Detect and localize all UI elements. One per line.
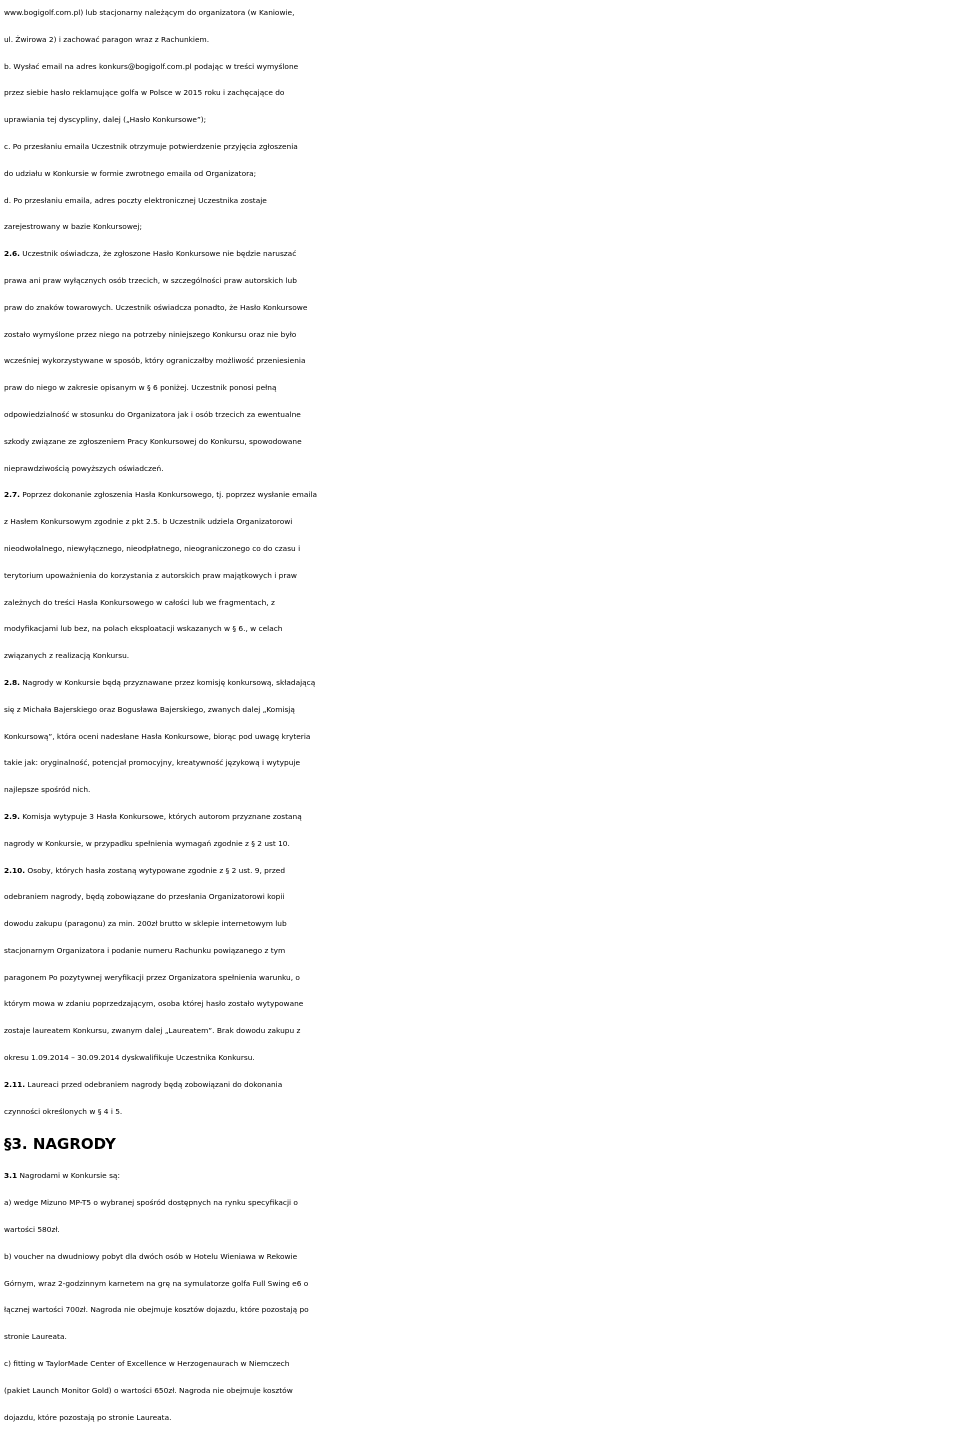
- text-line: się z Michała Bajerskiego oraz Bogusława Bajerskiego, zwanych dalej „Komisją: [4, 704, 295, 714]
- text-line: 2.11. Laureaci przed odebraniem nagrody będą zobowiązani do dokonania: [4, 1079, 283, 1089]
- text-line: do udziału w Konkursie w formie zwrotnego emaila od Organizatora;: [4, 168, 257, 178]
- text-line: z Hasłem Konkursowym zgodnie z pkt 2.5. b Uczestnik udziela Organizatorowi: [4, 517, 293, 527]
- text-line: prawa ani praw wyłącznych osób trzecich, w szczególności praw autorskich lub: [4, 275, 297, 285]
- text-line: paragonem Po pozytywnej weryfikacji przez Organizatora spełnienia warunku, o: [4, 972, 300, 982]
- section-heading: §3. NAGRODY: [4, 1135, 116, 1154]
- text-line: zostało wymyślone przez niego na potrzeby niniejszego Konkursu oraz nie było: [4, 329, 297, 339]
- text-line: terytorium upoważnienia do korzystania z autorskich praw majątkowych i praw: [4, 570, 297, 580]
- text-line: czynności określonych w § 4 i 5.: [4, 1106, 123, 1116]
- text-line: związanych z realizacją Konkursu.: [4, 651, 130, 661]
- text-line: Górnym, wraz 2-godzinnym karnetem na grę na symulatorze golfa Full Swing e6 o: [4, 1278, 309, 1288]
- text-line: uprawiania tej dyscypliny, dalej („Hasło Konkursowe”);: [4, 115, 207, 125]
- document-body: [4, 0, 956, 1125]
- text-line: dowodu zakupu (paragonu) za min. 200zł brutto w sklepie internetowym lub: [4, 919, 287, 929]
- text-line: 2.6. Uczestnik oświadcza, że zgłoszone Hasło Konkursowe nie będzie naruszać: [4, 249, 297, 259]
- section-number: 2.9.: [4, 811, 20, 821]
- text-line: szkody związane ze zgłoszeniem Pracy Konkursowej do Konkursu, spowodowane: [4, 436, 302, 446]
- text-line: zależnych do treści Hasła Konkursowego w całości lub we fragmentach, z: [4, 597, 275, 607]
- text-line: 2.9. Komisja wytypuje 3 Hasła Konkursowe, których autorom przyznane zostaną: [4, 811, 302, 821]
- text-line: zarejestrowany w bazie Konkursowej;: [4, 222, 142, 232]
- text-line: najlepsze spośród nich.: [4, 785, 91, 795]
- text-line: 2.8. Nagrody w Konkursie będą przyznawane przez komisję konkursową, składającą: [4, 677, 316, 687]
- text-line: ul. Żwirowa 2) i zachować paragon wraz z Rachunkiem.: [4, 34, 210, 44]
- text-line: praw do niego w zakresie opisanym w § 6 poniżej. Uczestnik ponosi pełną: [4, 383, 277, 393]
- document-body-after-heading: [4, 1163, 956, 1431]
- section-number: 2.7.: [4, 490, 20, 500]
- text-line: dojazdu, które pozostają po stronie Laureata.: [4, 1412, 172, 1422]
- text-line: wartości 580zł.: [4, 1225, 60, 1235]
- text-line: Konkursową”, która oceni nadesłane Hasła Konkursowe, biorąc pod uwagę kryteria: [4, 731, 311, 741]
- section-number: 2.11.: [4, 1079, 26, 1089]
- text-line: praw do znaków towarowych. Uczestnik oświadcza ponadto, że Hasło Konkursowe: [4, 302, 308, 312]
- text-line: wcześniej wykorzystywane w sposób, który ograniczałby możliwość przeniesienia: [4, 356, 306, 366]
- section-number: 2.8.: [4, 677, 20, 687]
- text-line: d. Po przesłaniu emaila, adres poczty elektronicznej Uczestnika zostaje: [4, 195, 267, 205]
- text-line: b) voucher na dwudniowy pobyt dla dwóch osób w Hotelu Wieniawa w Rekowie: [4, 1251, 298, 1261]
- text-line: takie jak: oryginalność, potencjał promocyjny, kreatywność językową i wytypuje: [4, 758, 301, 768]
- section-number: 2.10.: [4, 865, 26, 875]
- text-line: przez siebie hasło reklamujące golfa w Polsce w 2015 roku i zachęcające do: [4, 88, 285, 98]
- text-line: modyfikacjami lub bez, na polach eksploatacji wskazanych w § 6., w celach: [4, 624, 283, 634]
- section-number: 2.6.: [4, 249, 20, 259]
- text-line: nagrody w Konkursie, w przypadku spełnienia wymagań zgodnie z § 2 ust 10.: [4, 838, 290, 848]
- text-line: a) wedge Mizuno MP-T5 o wybranej spośród dostępnych na rynku specyfikacji o: [4, 1198, 298, 1208]
- text-line: stacjonarnym Organizatora i podanie numeru Rachunku powiązanego z tym: [4, 945, 286, 955]
- text-line: nieodwołalnego, niewyłącznego, nieodpłatnego, nieograniczonego co do czasu i: [4, 543, 301, 553]
- text-line: 2.10. Osoby, których hasła zostaną wytypowane zgodnie z § 2 ust. 9, przed: [4, 865, 286, 875]
- text-line: stronie Laureata.: [4, 1332, 67, 1342]
- text-line: którym mowa w zdaniu poprzedzającym, osoba której hasło zostało wytypowane: [4, 999, 304, 1009]
- text-line: odpowiedzialność w stosunku do Organizatora jak i osób trzecich za ewentualne: [4, 409, 301, 419]
- text-line: 3.1 Nagrodami w Konkursie są:: [4, 1171, 120, 1181]
- section-number: 3.1: [4, 1171, 18, 1181]
- text-line: www.bogigolf.com.pl) lub stacjonarny należącym do organizatora (w Kaniowie,: [4, 8, 295, 17]
- text-line: (pakiet Launch Monitor Gold) o wartości 650zł. Nagroda nie obejmuje kosztów: [4, 1385, 293, 1395]
- text-line: c. Po przesłaniu emaila Uczestnik otrzymuje potwierdzenie przyjęcia zgłoszenia: [4, 141, 298, 151]
- text-line: łącznej wartości 700zł. Nagroda nie obejmuje kosztów dojazdu, które pozostają po: [4, 1305, 309, 1315]
- text-line: odebraniem nagrody, będą zobowiązane do przesłania Organizatorowi kopii: [4, 892, 285, 902]
- text-line: okresu 1.09.2014 – 30.09.2014 dyskwalifikuje Uczestnika Konkursu.: [4, 1053, 255, 1063]
- text-line: 2.7. Poprzez dokonanie zgłoszenia Hasła Konkursowego, tj. poprzez wysłanie emaila: [4, 490, 317, 500]
- text-line: c) fitting w TaylorMade Center of Excellence w Herzogenaurach w Niemczech: [4, 1359, 290, 1369]
- text-line: b. Wysłać email na adres konkurs@bogigolf.com.pl podając w treści wymyślone: [4, 61, 299, 71]
- text-line: zostaje laureatem Konkursu, zwanym dalej „Laureatem”. Brak dowodu zakupu z: [4, 1026, 301, 1036]
- text-line: nieprawdziwością powyższych oświadczeń.: [4, 463, 164, 473]
